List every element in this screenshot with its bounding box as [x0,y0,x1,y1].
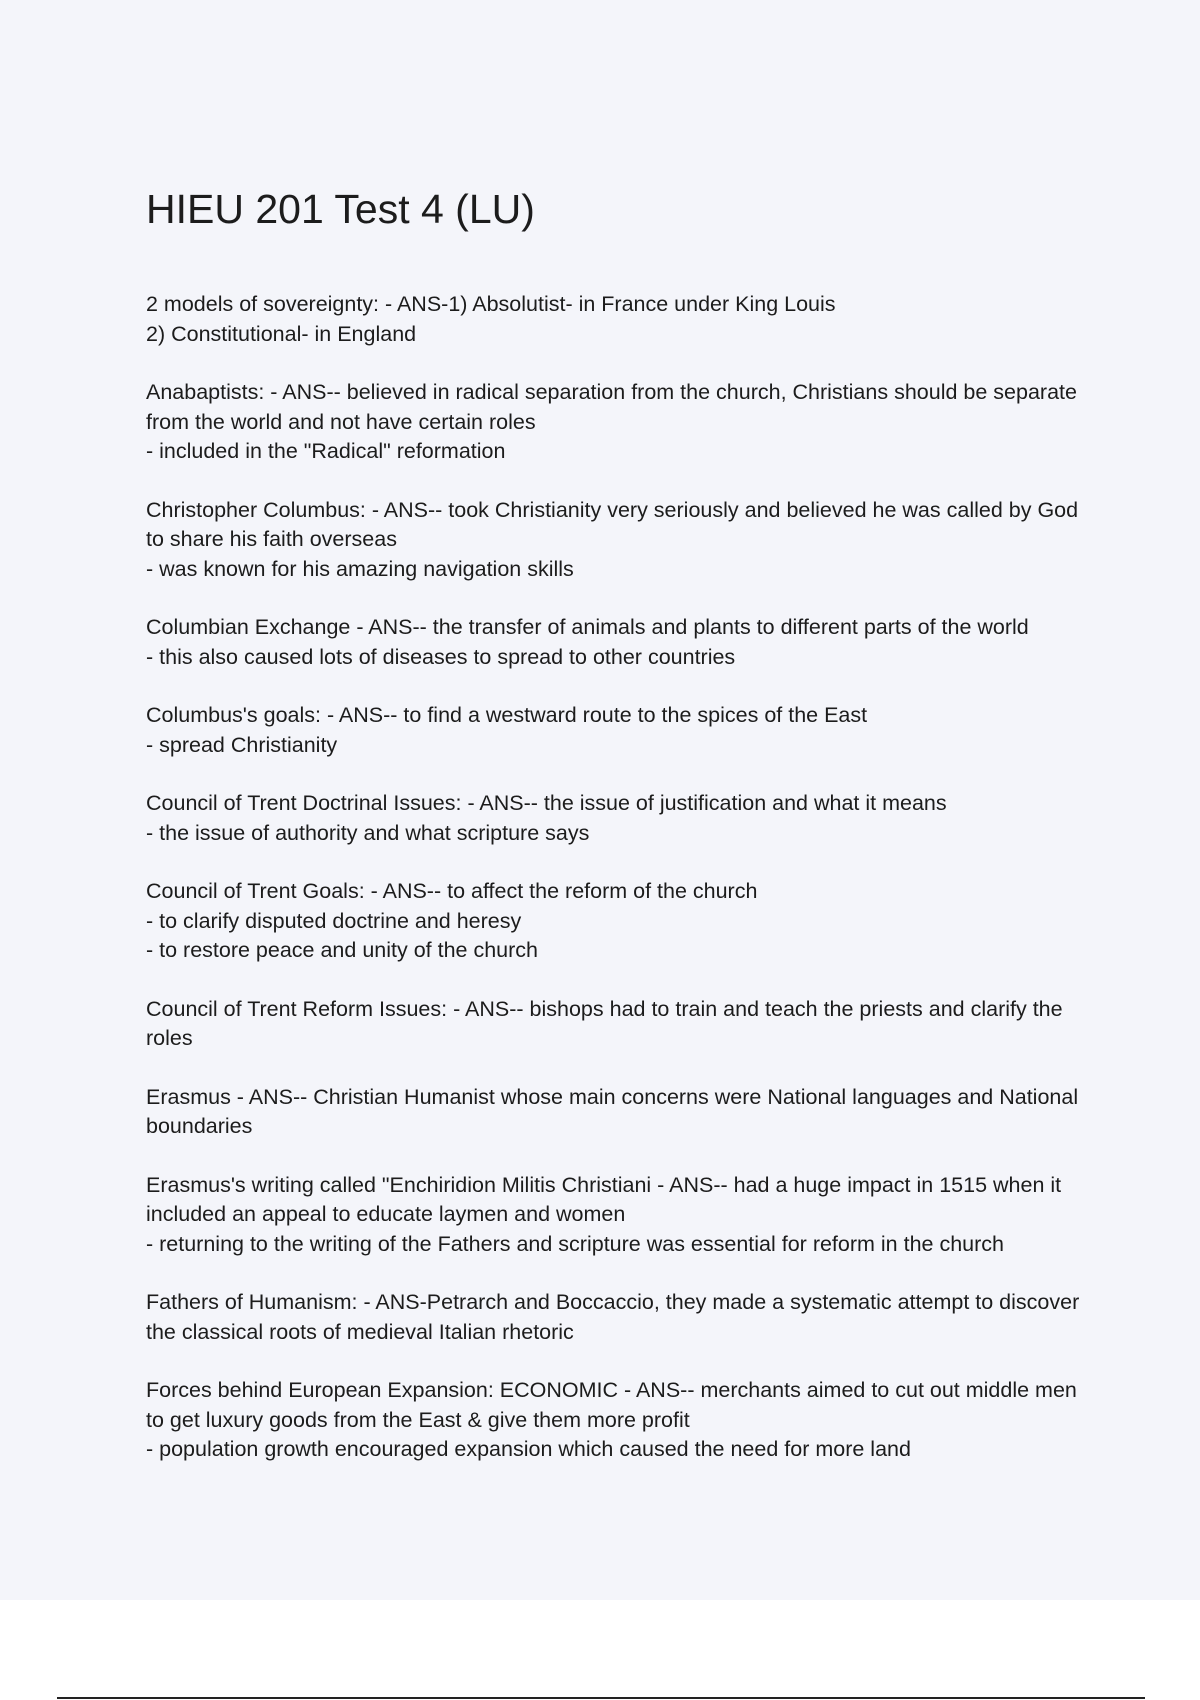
entry-european-expansion: Forces behind European Expansion: ECONOMIC - ANS-- merchants aimed to cut out middle men to get luxury goods from the East & give them more profit - population growth encouraged expansion which caused the need for more land [146,1378,1077,1461]
entry-anabaptists: Anabaptists: - ANS-- believed in radical separation from the church, Christians should be separate from the world and not have certain roles - included in the "Radical" reformation [146,380,1077,463]
entry-erasmus: Erasmus - ANS-- Christian Humanist whose main concerns were National languages and National boundaries [146,1084,1079,1138]
entry-fathers-humanism: Fathers of Humanism: - ANS-Petrarch and Boccaccio, they made a systematic attempt to discover the classical roots of medieval Italian rhetoric [146,1290,1080,1344]
document-title: HIEU 201 Test 4 (LU) [146,186,535,232]
entry-trent-goals: Council of Trent Goals: - ANS-- to affect the reform of the church - to clarify disputed doctrine and heresy - to restore peace and unity of the church [146,879,758,962]
footer-divider [57,1697,1145,1699]
entry-sovereignty: 2 models of sovereignty: - ANS-1) Absolutist- in France under King Louis 2) Constitutional- in England [146,292,836,346]
entry-columbus-goals: Columbus's goals: - ANS-- to find a westward route to the spices of the East - spread Christianity [146,703,868,757]
entry-trent-reform: Council of Trent Reform Issues: - ANS-- bishops had to train and teach the priests and clarify the roles [146,996,1063,1050]
entry-columbian-exchange: Columbian Exchange - ANS-- the transfer of animals and plants to different parts of the world - this also caused lots of diseases to spread to other countries [146,615,1029,669]
entry-christopher-columbus: Christopher Columbus: - ANS-- took Christianity very seriously and believed he was called by God to share his faith overseas - was known for his amazing navigation skills [146,497,1079,581]
document-content [146,180,1086,1494]
entry-erasmus-writing: Erasmus's writing called "Enchiridion Militis Christiani - ANS-- had a huge impact in 1515 when it included an appeal to educate laymen and women - returning to the writing of the Fathers and scripture was essential for reform in the church [146,1172,1062,1256]
entry-trent-doctrinal: Council of Trent Doctrinal Issues: - ANS-- the issue of justification and what it means - the issue of authority and what scripture says [146,791,947,845]
